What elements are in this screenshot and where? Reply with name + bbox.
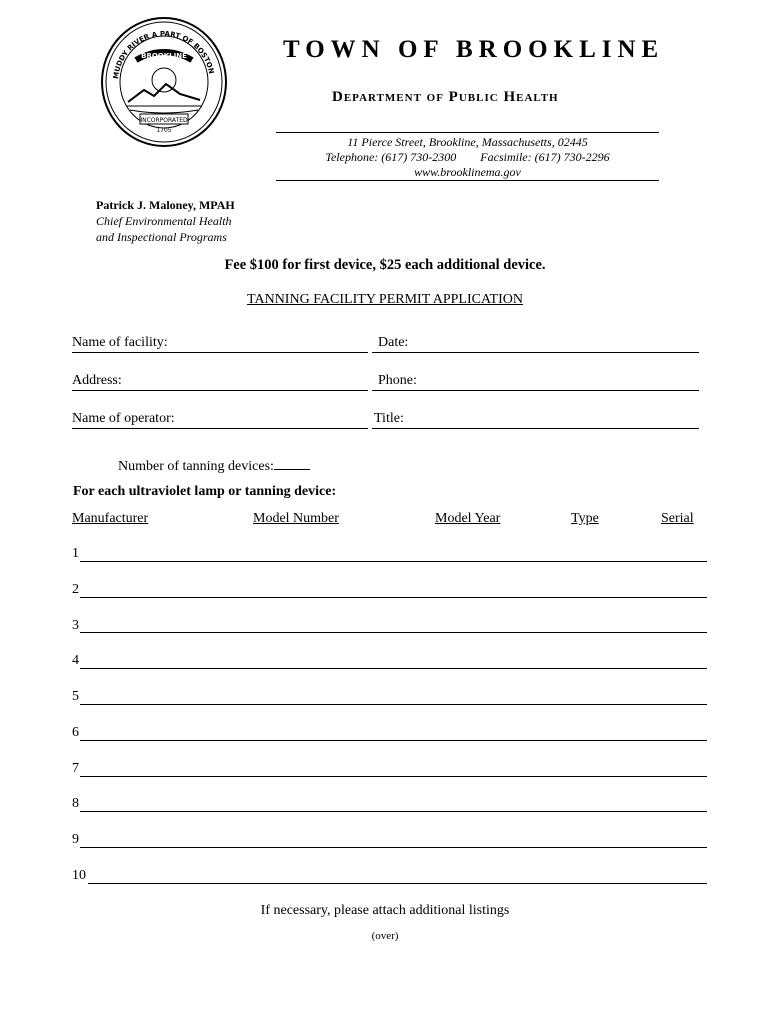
form-title: TANNING FACILITY PERMIT APPLICATION	[247, 292, 523, 307]
seal-town-name: BROOKLINE	[141, 52, 187, 60]
device-row-line[interactable]	[80, 847, 707, 848]
contact-facsimile: Facsimile: (617) 730-2296	[480, 150, 610, 164]
seal-year: 1705	[156, 127, 172, 134]
footer-note: If necessary, please attach additional listings	[260, 903, 510, 918]
official-title-1: Chief Environmental Health	[96, 214, 232, 228]
facility-field[interactable]	[72, 352, 368, 353]
row-number: 1	[72, 546, 79, 561]
column-model-year: Model Year	[435, 511, 501, 526]
title-field[interactable]	[372, 428, 699, 429]
official-block	[96, 197, 235, 245]
divider-top	[276, 132, 659, 133]
contact-block	[276, 135, 659, 180]
date-label: Date:	[378, 335, 409, 350]
town-seal-logo	[100, 16, 228, 148]
seal-incorporated: INCORPORATED	[140, 117, 188, 124]
date-field[interactable]	[372, 352, 699, 353]
contact-website: www.brooklinema.gov	[414, 165, 521, 179]
row-number: 7	[72, 761, 79, 776]
row-number: 10	[72, 868, 86, 883]
column-manufacturer: Manufacturer	[72, 511, 149, 526]
device-row-line[interactable]	[80, 668, 707, 669]
fee-notice: Fee $100 for first device, $25 each additional device.	[224, 257, 546, 273]
address-label: Address:	[72, 373, 122, 388]
device-row-line[interactable]	[80, 740, 707, 741]
column-model-number: Model Number	[253, 511, 339, 526]
device-count-label: Number of tanning devices:	[118, 459, 274, 474]
contact-telephone: Telephone: (617) 730-2300	[325, 150, 457, 164]
device-row-line[interactable]	[80, 597, 707, 598]
row-number: 4	[72, 653, 79, 668]
phone-field[interactable]	[372, 390, 699, 391]
device-count-field[interactable]	[274, 457, 310, 470]
seal-arc-text: MUDDY RIVER A PART OF BOSTON	[112, 29, 216, 80]
row-number: 2	[72, 582, 79, 597]
facility-label: Name of facility:	[72, 335, 168, 350]
device-row-line[interactable]	[80, 811, 707, 812]
device-row-line[interactable]	[80, 776, 707, 777]
divider-bottom	[276, 180, 659, 181]
row-number: 6	[72, 725, 79, 740]
contact-address: 11 Pierce Street, Brookline, Massachusetts, 02445	[347, 135, 588, 149]
column-serial: Serial	[661, 511, 694, 526]
device-row-line[interactable]	[80, 561, 707, 562]
title-label: Title:	[374, 411, 404, 426]
phone-label: Phone:	[378, 373, 417, 388]
official-title-2: and Inspectional Programs	[96, 230, 227, 244]
device-count	[118, 457, 310, 475]
operator-field[interactable]	[72, 428, 368, 429]
department-name: Department of Public Health	[332, 89, 559, 105]
device-row-line[interactable]	[80, 632, 707, 633]
device-row-line[interactable]	[80, 704, 707, 705]
device-section-label: For each ultraviolet lamp or tanning device:	[73, 484, 337, 499]
column-type: Type	[571, 511, 599, 526]
over-note: (over)	[371, 930, 399, 942]
device-row-line[interactable]	[88, 883, 707, 884]
page-title: TOWN OF BROOKLINE	[283, 36, 665, 63]
row-number: 8	[72, 796, 79, 811]
operator-label: Name of operator:	[72, 411, 175, 426]
official-name: Patrick J. Maloney, MPAH	[96, 198, 235, 212]
row-number: 5	[72, 689, 79, 704]
row-number: 3	[72, 618, 79, 633]
address-field[interactable]	[72, 390, 368, 391]
row-number: 9	[72, 832, 79, 847]
